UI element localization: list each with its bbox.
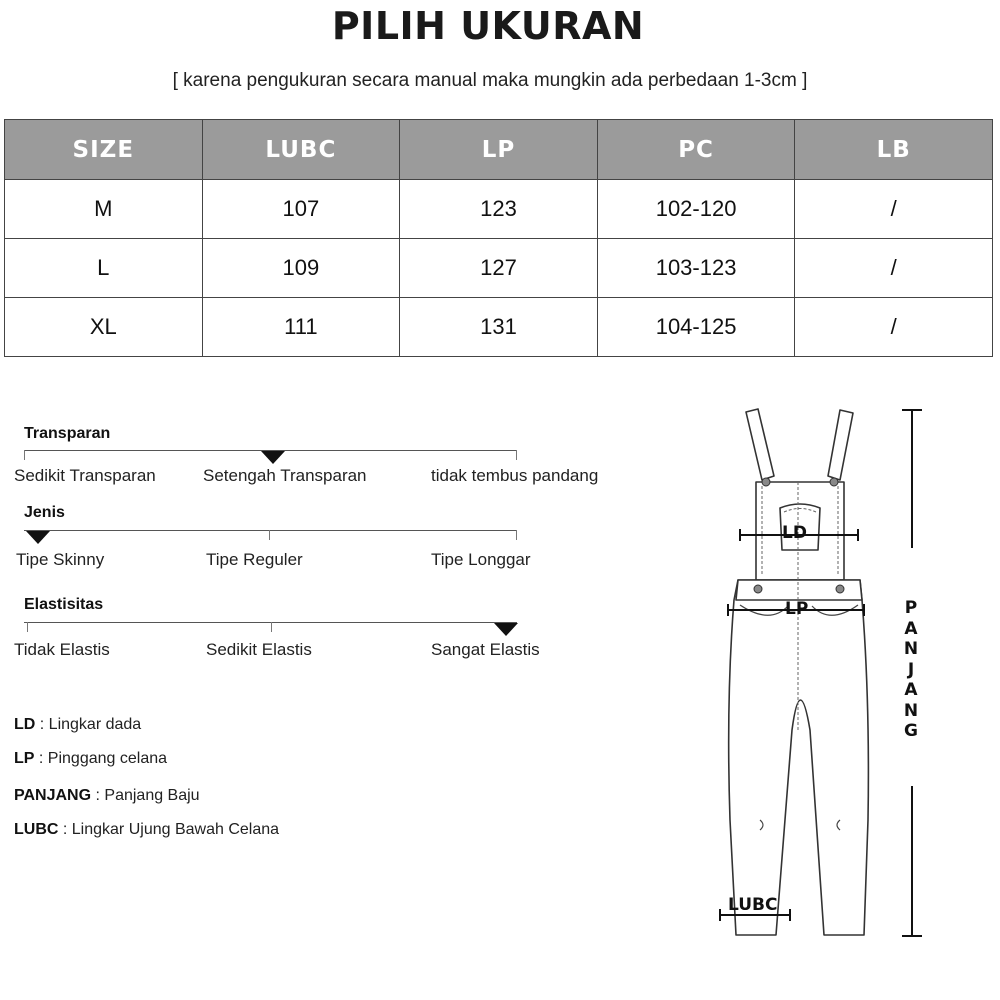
scale-title-jenis: Jenis [24,504,65,521]
legend-key: PANJANG [14,787,92,804]
panjang-letter: J [907,659,915,680]
legend-item [14,716,141,734]
cell-lb: / [795,298,993,357]
panjang-letter: A [904,618,918,639]
cell-lp: 123 [400,180,598,239]
cell-lubc: 111 [202,298,400,357]
legend-sep: : [58,821,72,838]
legend-desc: Panjang Baju [104,787,200,804]
scale-option: tidak tembus pandang [431,466,599,485]
scale-title-elastisitas: Elastisitas [24,596,104,613]
scale-option: Tipe Reguler [206,550,303,569]
legend-key: LP [14,750,35,767]
header-lubc: LUBC [202,120,400,180]
cell-size: L [5,239,203,298]
scale-option: Tipe Longgar [431,550,531,569]
legend-desc: Pinggang celana [47,750,168,767]
legend-desc: Lingkar dada [48,716,142,733]
cell-pc: 103-123 [597,239,795,298]
selected-marker-icon [26,531,50,544]
cell-lubc: 109 [202,239,400,298]
cell-size: XL [5,298,203,357]
lp-label: LP [785,599,809,619]
panjang-letter: N [903,639,919,659]
legend-sep: : [34,750,48,767]
size-table [4,119,993,357]
panjang-letter: A [904,680,918,700]
table-row [5,298,993,357]
scale-option: Sedikit Transparan [14,466,156,485]
scale-option: Tipe Skinny [16,550,105,569]
legend-item [14,787,200,805]
header-lp: LP [400,120,598,180]
cell-lb: / [795,239,993,298]
panjang-letter: G [904,721,918,741]
scale-tick [271,622,272,632]
legend-sep: : [35,716,49,733]
legend-item [14,750,167,768]
selected-marker-icon [261,451,285,464]
cell-pc: 104-125 [597,298,795,357]
scale-tick [516,450,517,460]
scale-option: Sangat Elastis [431,640,540,659]
legend-key: LUBC [14,821,59,838]
cell-size: M [5,180,203,239]
table-header-row [5,120,993,180]
cell-lp: 131 [400,298,598,357]
ld-label: LD [782,523,807,543]
page-title: PILIH UKURAN [331,4,645,48]
header-lb: LB [795,120,993,180]
scale-tick [516,530,517,540]
measurement-note: [ karena pengukuran secara manual maka mungkin ada perbedaan 1-3cm ] [172,70,808,91]
scale-title-transparan: Transparan [24,425,111,442]
legend-item [14,821,279,839]
legend-sep: : [91,787,105,804]
scale-option: Sedikit Elastis [206,640,312,659]
panjang-letter: P [904,598,918,618]
scale-option: Setengah Transparan [203,466,367,485]
table-row [5,180,993,239]
selected-marker-icon [494,623,518,636]
panjang-letter: N [903,700,919,721]
panjang-vertical-label [903,598,919,742]
header-size: SIZE [5,120,203,180]
cell-lubc: 107 [202,180,400,239]
scale-option: Tidak Elastis [14,640,110,659]
lubc-label: LUBC [728,895,778,915]
cell-lp: 127 [400,239,598,298]
scale-tick [27,622,28,632]
legend-desc: Lingkar Ujung Bawah Celana [71,821,280,838]
cell-pc: 102-120 [597,180,795,239]
table-row [5,239,993,298]
scale-line-jenis [24,530,517,531]
scale-tick [24,450,25,460]
cell-lb: / [795,180,993,239]
legend-key: LD [14,716,36,733]
scale-tick [269,530,270,540]
header-pc: PC [597,120,795,180]
